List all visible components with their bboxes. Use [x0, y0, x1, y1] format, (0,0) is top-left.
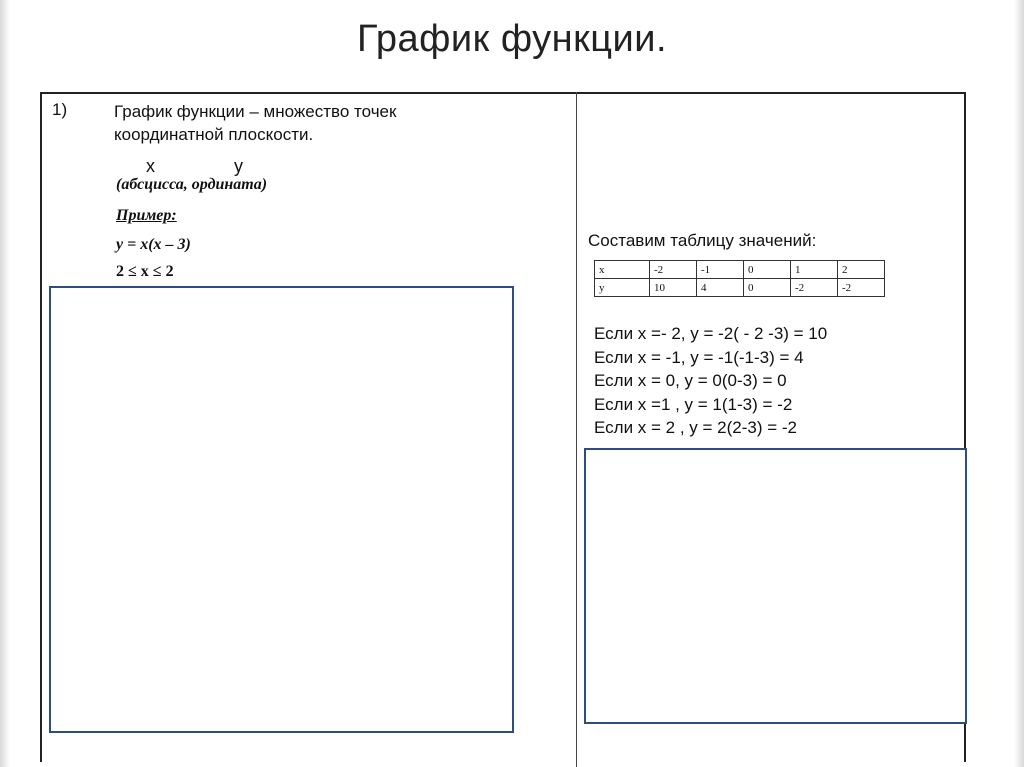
- calc-line: Если х =1 , у = 1(1-3) = -2: [594, 394, 793, 414]
- table-cell: 1: [791, 261, 838, 279]
- calc-line: Если х = -1, у = -1(-1-3) = 4: [594, 347, 804, 367]
- coords-text: (абсцисса, ордината): [116, 176, 268, 193]
- example-label: Пример:: [116, 207, 177, 224]
- formula: y = x(x – 3): [116, 236, 191, 253]
- definition-text: [114, 100, 554, 146]
- table-cell: 0: [744, 279, 791, 297]
- item-number: 1): [52, 100, 68, 119]
- table-cell: 2: [838, 261, 885, 279]
- table-cell: -2: [650, 261, 697, 279]
- table-cell: 4: [697, 279, 744, 297]
- column-divider: [576, 92, 577, 767]
- y-label: y: [234, 156, 243, 176]
- calc-line: Если х =- 2, у = -2( - 2 -3) = 10: [594, 324, 828, 343]
- table-cell: 10: [650, 279, 697, 297]
- graph-placeholder-right: [584, 448, 967, 724]
- domain-inequality: 2 ≤ x ≤ 2: [116, 263, 174, 280]
- row-label: x: [595, 261, 650, 279]
- definition-line-1: График функции – множество точек: [114, 102, 397, 121]
- table-caption: Составим таблицу значений:: [588, 231, 817, 250]
- table-cell: 0: [744, 261, 791, 279]
- values-table: [594, 260, 885, 297]
- calc-line: Если х = 2 , у = 2(2-3) = -2: [594, 418, 797, 437]
- table-row-y: [595, 279, 885, 297]
- calculations-list: [594, 322, 827, 440]
- calc-line: Если х = 0, у = 0(0-3) = 0: [594, 371, 787, 390]
- slide-title: График функции.: [356, 18, 668, 60]
- table-cell: -1: [697, 261, 744, 279]
- right-edge-shadow: [1014, 0, 1024, 767]
- table-cell: -2: [791, 279, 838, 297]
- graph-placeholder-left: [49, 286, 514, 733]
- table-cell: -2: [838, 279, 885, 297]
- definition-line-2: координатной плоскости.: [114, 125, 314, 144]
- row-label: y: [595, 279, 650, 297]
- left-edge-shadow: [0, 0, 10, 767]
- x-label: x: [146, 156, 155, 176]
- table-row-x: [595, 261, 885, 279]
